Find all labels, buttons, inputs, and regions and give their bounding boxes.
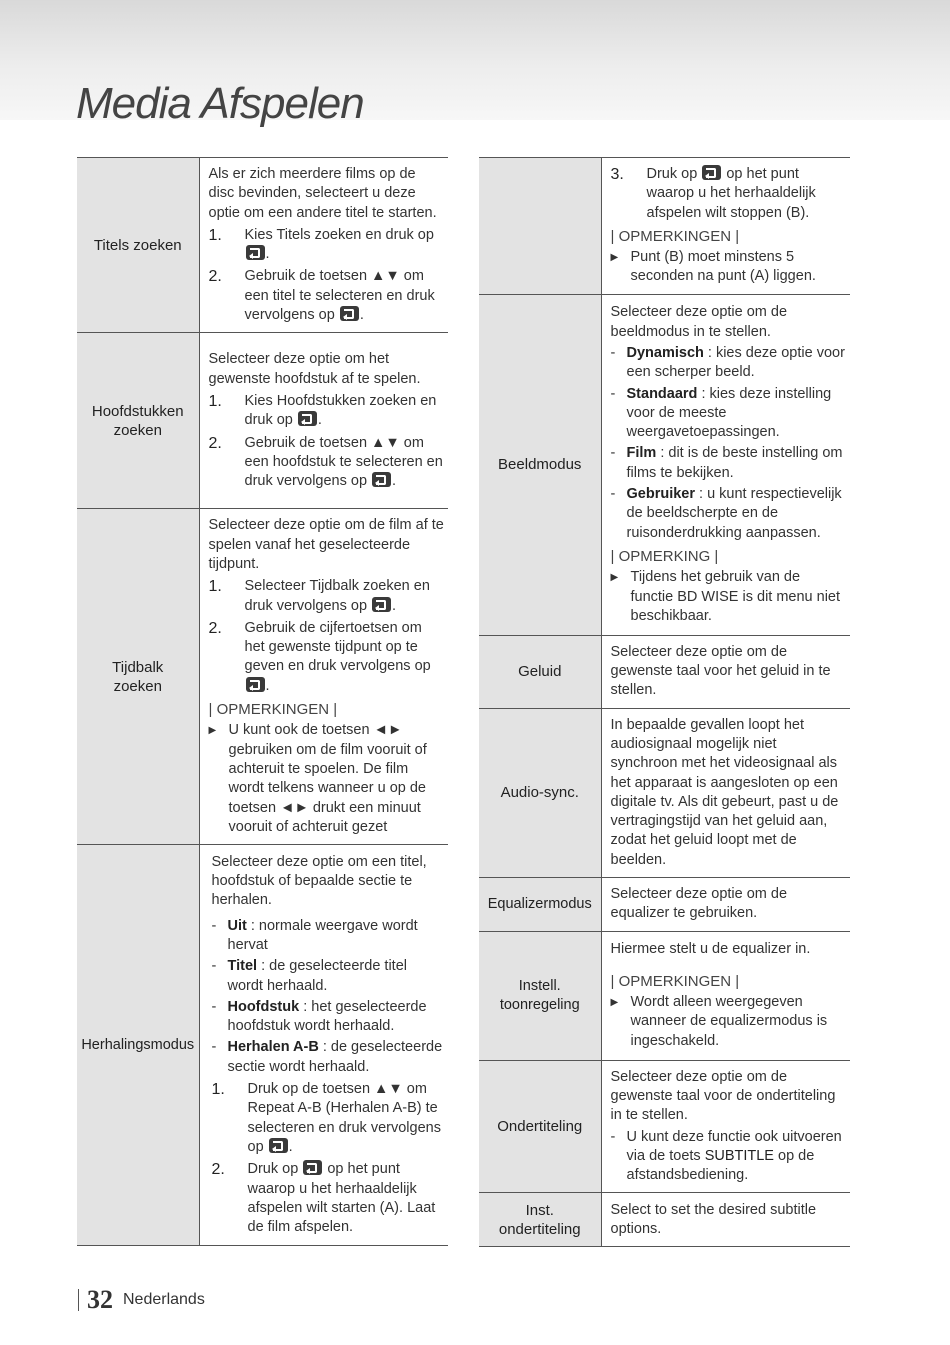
option-text: : de geselecteerde titel wordt herhaald.	[227, 958, 407, 994]
step-text: op het punt waarop u het herhaaldelijk afspelen wilt starten (A). Laat de film afspelen.	[247, 1161, 436, 1236]
option-text: : kies deze instelling voor de meeste weergavetoepassingen.	[626, 385, 832, 441]
note-text: Punt (B) moet minstens 5 seconden na punt (A) liggen.	[630, 249, 816, 285]
step-item	[209, 434, 445, 492]
option-item: - U kunt deze functie ook uitvoeren via de toets SUBTITLE op de afstandsbediening.	[610, 1128, 842, 1184]
enter-icon	[269, 1138, 288, 1153]
option-text: : het geselecteerde hoofdstuk wordt herhaald.	[227, 998, 427, 1035]
page-footer	[78, 1285, 205, 1315]
step-end: .	[392, 597, 397, 614]
row-label-equalizermodus: Equalizermodus	[479, 878, 601, 932]
notes-heading: | OPMERKINGEN |	[208, 701, 338, 719]
table-row-inst-ondertiteling	[479, 1193, 850, 1247]
option-term: Herhalen A-B	[227, 1039, 319, 1056]
desc-text: Selecteer deze optie om de equalizer te gebruiken.	[610, 886, 788, 922]
row-label-titels-zoeken: Titels zoeken	[77, 158, 199, 333]
triangle-bullet-icon: ▶	[208, 725, 217, 737]
step-item	[611, 165, 847, 223]
option-text: U kunt deze functie ook uitvoeren via de toets	[626, 1128, 842, 1164]
option-text: : normale weergave wordt hervat	[227, 917, 418, 953]
option-term: Uit	[227, 917, 247, 934]
desc-text: Selecteer deze optie om de gewenste taal voor het geluid in te stellen.	[610, 643, 831, 699]
table-row-toonregeling	[479, 931, 850, 1060]
table-row-equalizermodus	[479, 878, 850, 932]
table-row-hoofdstukken-zoeken	[77, 333, 448, 509]
step-number: 2.	[208, 268, 222, 286]
option-item: - Film : dit is de beste instelling om films te bekijken.	[610, 445, 843, 481]
table-row-geluid	[479, 635, 850, 708]
label-line: Inst.	[525, 1201, 554, 1219]
row-label-inst-ondertiteling	[479, 1193, 601, 1247]
step-item	[209, 267, 445, 325]
step-text: op het punt waarop u het herhaaldelijk afspelen wilt stoppen (B).	[646, 166, 816, 221]
row-desc-equalizermodus	[601, 878, 850, 932]
step-end: .	[288, 1138, 293, 1155]
option-item: - Herhalen A-B : de geselecteerde sectie wordt herhaald.	[211, 1039, 443, 1075]
row-desc-inst-ondertiteling	[601, 1193, 850, 1247]
note-text: U kunt ook de toetsen ◄► gebruiken om de film vooruit of achteruit te spoelen. De film wordt telkens wanneer u op de toetsen ◄► drukt een minuut vooruit of achteruit gezet	[228, 722, 427, 835]
row-label-ondertiteling: Ondertiteling	[479, 1060, 601, 1193]
option-term: Titel	[227, 958, 258, 975]
option-item: - Hoofdstuk : het geselecteerde hoofdstuk wordt herhaald.	[211, 998, 427, 1035]
footer-language: Nederlands	[123, 1291, 205, 1308]
table-row-continued	[479, 158, 850, 295]
table-row-tijdbalk-zoeken	[77, 509, 448, 845]
desc-text: In bepaalde gevallen loopt het audiosignaal mogelijk niet synchroon met het videosignaal als het apparaat is aangesloten op een digitale tv. Als dit gebeurt, past u de vertragingstijd van het geluid aan, zodat het geluid loopt met de beelden.	[610, 716, 839, 868]
row-desc-continued	[601, 158, 850, 295]
row-label-geluid: Geluid	[479, 635, 601, 708]
step-pre: Druk op	[646, 166, 698, 182]
step-number: 1.	[208, 578, 222, 596]
step-end: .	[359, 307, 364, 324]
desc-text: Select to set the desired subtitle options.	[610, 1201, 817, 1237]
step-number: 3.	[610, 166, 624, 183]
notes-heading: | OPMERKINGEN |	[610, 972, 740, 990]
enter-icon	[372, 597, 391, 612]
step-number: 1.	[211, 1081, 225, 1099]
row-label-beeldmodus: Beeldmodus	[479, 294, 601, 635]
option-term: Gebruiker	[626, 486, 695, 503]
option-item: - Standaard : kies deze instelling voor de meeste weergavetoepassingen.	[610, 385, 832, 441]
row-desc-titels-zoeken	[199, 158, 448, 333]
subtitle-key: SUBTITLE	[704, 1147, 774, 1164]
row-label-tijdbalk-zoeken: Tijdbalk zoeken	[77, 509, 199, 845]
row-label-toonregeling	[479, 931, 601, 1060]
note-item	[209, 721, 445, 837]
option-term: Hoofdstuk	[227, 998, 300, 1015]
table-row-ondertiteling	[479, 1060, 850, 1193]
intro-text: Als er zich meerdere films op de disc bevinden, selecteert u deze optie om een andere titel te starten.	[208, 166, 437, 221]
enter-icon	[246, 677, 265, 692]
step-number: 2.	[208, 434, 222, 452]
row-desc-toonregeling	[601, 931, 850, 1060]
step-number: 1.	[208, 392, 222, 410]
row-desc-herhalingsmodus	[199, 845, 448, 1246]
option-text: op de afstandsbediening.	[626, 1147, 815, 1184]
option-text: : de geselecteerde sectie wordt herhaald.	[227, 1039, 443, 1075]
footer-divider	[78, 1289, 79, 1311]
desc-text: Selecteer deze optie om de gewenste taal voor de ondertiteling in te stellen.	[610, 1068, 836, 1124]
label-line: ondertiteling	[498, 1220, 581, 1238]
row-desc-ondertiteling	[601, 1060, 850, 1193]
step-number: 2.	[208, 619, 222, 637]
row-label-hoofdstukken-zoeken: Hoofdstukken zoeken	[77, 333, 199, 509]
row-label-audio-sync: Audio-sync.	[479, 708, 601, 877]
right-table	[479, 157, 850, 1247]
label-line: toonregeling	[499, 996, 580, 1013]
step-text: Kies Titels zoeken en druk op	[244, 226, 434, 243]
triangle-bullet-icon: ▶	[610, 996, 619, 1008]
option-text: : kies deze optie voor een scherper beeld.	[626, 345, 845, 381]
left-table	[77, 157, 448, 1246]
row-label-herhalingsmodus: Herhalingsmodus	[77, 845, 199, 1246]
note-heading: | OPMERKING |	[610, 547, 719, 565]
desc-text: Hiermee stelt u de equalizer in.	[610, 941, 811, 958]
step-item	[212, 1160, 445, 1237]
step-item	[209, 577, 445, 616]
note-item	[611, 248, 847, 287]
label-line: Instell.	[518, 977, 561, 994]
step-number: 2.	[211, 1161, 225, 1179]
intro-text: Selecteer deze optie om een titel, hoofdstuk of bepaalde sectie te herhalen.	[211, 853, 427, 909]
row-desc-tijdbalk-zoeken	[199, 509, 448, 845]
note-text: Tijdens het gebruik van de functie BD WISE is dit menu niet beschikbaar.	[630, 569, 841, 624]
table-row-beeldmodus	[479, 294, 850, 635]
triangle-bullet-icon: ▶	[610, 252, 619, 264]
step-end: .	[317, 412, 322, 429]
step-text: Gebruik de toetsen ▲▼ om een titel te selecteren en druk vervolgens op	[244, 268, 435, 324]
table-row-herhalingsmodus	[77, 845, 448, 1246]
page-number: 32	[87, 1285, 113, 1314]
triangle-bullet-icon: ▶	[610, 572, 619, 584]
option-item: - Titel : de geselecteerde titel wordt herhaald.	[211, 958, 407, 994]
step-item	[209, 392, 445, 431]
step-number: 1.	[208, 226, 222, 244]
row-desc-hoofdstukken-zoeken	[199, 333, 448, 509]
option-item: - Uit : normale weergave wordt hervat	[211, 917, 418, 953]
enter-icon	[303, 1160, 322, 1175]
note-item	[611, 993, 847, 1051]
enter-icon	[702, 165, 721, 180]
row-desc-beeldmodus	[601, 294, 850, 635]
option-item: - Gebruiker : u kunt respectievelijk de beeldscherpte en de ruisonderdrukking aanpassen.	[610, 486, 842, 541]
step-text: Selecteer Tijdbalk zoeken en druk vervolgens op	[244, 578, 430, 614]
step-end: .	[265, 246, 270, 263]
step-text: Druk op de toetsen ▲▼ om Repeat A-B (Herhalen A-B) te selecteren en druk vervolgens op	[247, 1081, 441, 1155]
note-text: Wordt alleen weergegeven wanneer de equalizermodus is ingeschakeld.	[630, 993, 828, 1049]
step-item	[209, 226, 445, 265]
page-title: Media Afspelen	[76, 79, 364, 128]
step-item	[212, 1080, 445, 1157]
option-term: Dynamisch	[626, 345, 704, 361]
step-item	[209, 619, 445, 696]
notes-heading: | OPMERKINGEN |	[610, 227, 740, 245]
row-desc-audio-sync	[601, 708, 850, 877]
step-end: .	[265, 677, 270, 694]
row-desc-geluid	[601, 635, 850, 708]
enter-icon	[298, 411, 317, 426]
step-end: .	[392, 473, 397, 490]
intro-text: Selecteer deze optie om de beeldmodus in te stellen.	[610, 304, 788, 340]
intro-text: Selecteer deze optie om het gewenste hoofdstuk af te spelen.	[208, 351, 421, 387]
table-row-titels-zoeken	[77, 158, 448, 333]
option-term: Standaard	[626, 385, 698, 402]
enter-icon	[340, 306, 359, 321]
note-item	[611, 568, 847, 626]
step-pre: Druk op	[247, 1161, 299, 1178]
row-label-empty	[479, 158, 601, 295]
table-row-audio-sync	[479, 708, 850, 877]
enter-icon	[372, 472, 391, 487]
option-item: - Dynamisch : kies deze optie voor een scherper beeld.	[610, 345, 845, 381]
step-text: Gebruik de cijfertoetsen om het gewenste tijdpunt op te geven en druk vervolgens op	[244, 619, 431, 675]
option-text: : dit is de beste instelling om films te bekijken.	[626, 445, 843, 481]
option-text: : u kunt respectievelijk de beeldscherpte en de ruisonderdrukking aanpassen.	[626, 486, 842, 541]
intro-text: Selecteer deze optie om de film af te spelen vanaf het geselecteerde tijdpunt.	[208, 517, 444, 572]
step-text: Kies Hoofdstukken zoeken en druk op	[244, 392, 437, 429]
option-term: Film	[626, 445, 657, 462]
enter-icon	[246, 245, 265, 260]
step-text: Gebruik de toetsen ▲▼ om een hoofdstuk te selecteren en druk vervolgens op	[244, 434, 443, 490]
